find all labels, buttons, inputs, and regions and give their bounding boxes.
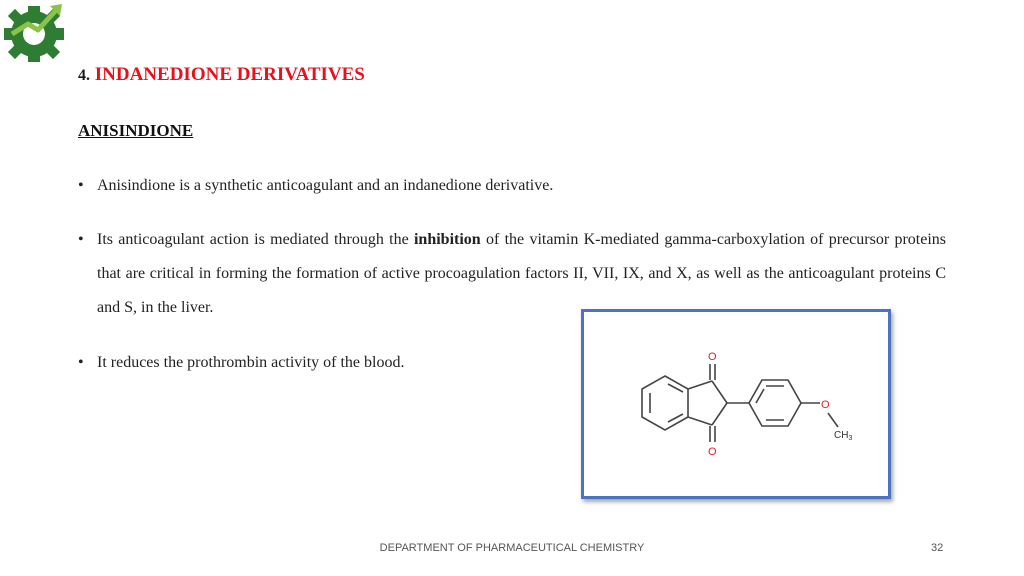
bullet-item (78, 346, 578, 380)
bullet-text: It reduces the prothrombin activity of the blood. (97, 354, 405, 371)
bullet-dot: • (78, 177, 84, 194)
bold-keyword: inhibition (413, 231, 481, 248)
oxygen-atom-top: O (708, 351, 717, 363)
bullet-dot: • (78, 231, 84, 248)
oxygen-atom-methoxy: O (821, 399, 830, 411)
section-number: 4. (78, 67, 90, 84)
anisindione-structure-diagram (584, 312, 888, 496)
section-heading (78, 64, 365, 86)
bullet-dot: • (78, 354, 84, 371)
methyl-subscript: 3 (848, 435, 853, 442)
methyl-label (834, 430, 852, 442)
footer-department: DEPARTMENT OF PHARMACEUTICAL CHEMISTRY (379, 542, 645, 554)
subheading-anisindione: ANISINDIONE (78, 121, 194, 140)
section-title: INDANEDIONE DERIVATIVES (94, 64, 365, 85)
methyl-text: CH (834, 430, 849, 441)
oxygen-atom-bottom: O (708, 446, 717, 458)
chemical-structure-box (581, 309, 891, 499)
bullet-text: Anisindione is a synthetic anticoagulant and an indanedione derivative. (97, 177, 554, 194)
gear-logo-icon (0, 0, 68, 66)
bullet-text-start: Its anticoagulant action is mediated through the (97, 231, 414, 248)
bullet-text-end: of the vitamin K-mediated gamma-carboxylation of precursor proteins that are critical in forming the formation of active procoagulation factors II, VII, IX, and X, as well as the anticoagulant proteins C and S, in the liver. (97, 231, 946, 316)
bullet-item (78, 169, 798, 203)
page-number: 32 (931, 542, 944, 554)
